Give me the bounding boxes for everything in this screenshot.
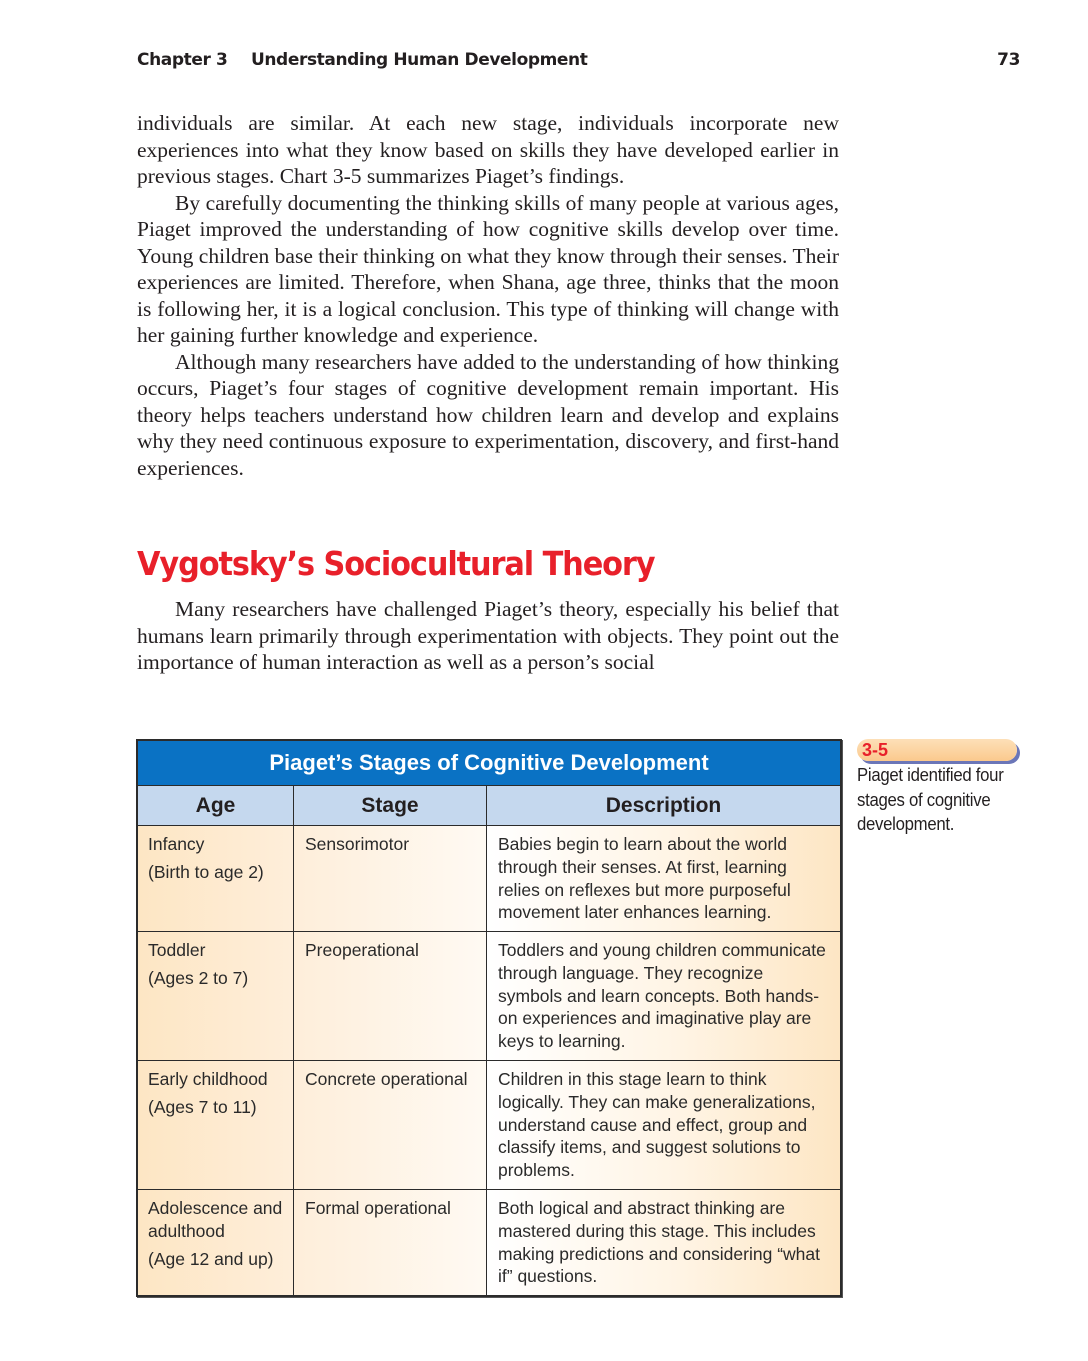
column-header-description: Description	[486, 786, 840, 826]
age-range: (Age 12 and up)	[148, 1248, 274, 1269]
paragraph: individuals are similar. At each new stage, individuals incorporate new experiences into what they know based on skills they have developed earlier in previous stages. Chart 3-5 summarizes Piaget’s findings.	[137, 111, 839, 188]
age-range: (Ages 2 to 7)	[148, 967, 249, 988]
paragraph: Although many researchers have added to the understanding of how thinking occurs, Piaget’s four stages of cognitive development remain important. His theory helps teachers understand how children learn and develop and explains why they need continuous exposure to experimentation, discovery, and first-hand experiences.	[137, 349, 839, 480]
running-head	[137, 50, 1020, 70]
stage-cell: Concrete operational	[293, 1061, 486, 1190]
section-heading: Vygotsky’s Sociocultural Theory	[137, 544, 655, 583]
caption-text: Piaget identified four stages of cognitive development.	[857, 765, 1004, 834]
paragraph: Many researchers have challenged Piaget’s theory, especially his belief that humans learn primarily through experimentation with objects. They point out the importance of human interaction as well as a person’s social	[137, 597, 839, 674]
column-header-stage: Stage	[293, 786, 486, 826]
table-title: Piaget’s Stages of Cognitive Development	[138, 741, 840, 786]
age-range: (Birth to age 2)	[148, 861, 264, 882]
stage-cell: Sensorimotor	[293, 826, 486, 932]
age-cell	[138, 932, 293, 1061]
stage-cell: Formal operational	[293, 1190, 486, 1295]
chapter-title	[137, 50, 588, 70]
section-body	[137, 596, 839, 676]
body-text	[137, 110, 839, 481]
age-range: (Ages 7 to 11)	[148, 1096, 257, 1117]
description-cell: Toddlers and young children communicate through language. They recognize symbols and learn concepts. Both hands-on experiences and imaginative play are keys to learning.	[486, 932, 840, 1061]
figure-caption	[857, 739, 1032, 837]
table-grid	[138, 786, 840, 1295]
column-header-age: Age	[138, 786, 293, 826]
age-label: Toddler	[148, 940, 206, 960]
age-cell	[138, 1190, 293, 1295]
age-label: Infancy	[148, 834, 205, 854]
age-label: Early childhood	[148, 1069, 268, 1089]
description-cell: Children in this stage learn to think logically. They can make generalizations, understand cause and effect, group and classify items, and suggest solutions to problems.	[486, 1061, 840, 1190]
caption-number-badge	[857, 739, 1017, 761]
chapter-label: Chapter 3	[137, 50, 228, 70]
caption-number: 3-5	[862, 740, 889, 760]
chapter-name: Understanding Human Development	[250, 50, 588, 70]
piaget-stages-table	[136, 739, 842, 1297]
description-cell: Both logical and abstract thinking are mastered during this stage. This includes making predictions and considering “what if” questions.	[486, 1190, 840, 1295]
age-label: Adolescence and adulthood	[148, 1198, 283, 1241]
paragraph: By carefully documenting the thinking skills of many people at various ages, Piaget improved the understanding of how cognitive skills develop over time. Young children base their thinking on what they know through their senses. Their experiences are limited. Therefore, when Shana, age three, thinks that the moon is following her, it is a logical conclusion. This type of thinking will change with her gaining further knowledge and experience.	[137, 190, 839, 347]
age-cell	[138, 1061, 293, 1190]
description-cell: Babies begin to learn about the world through their senses. At first, learning relies on reflexes but more purposeful movement later enhances learning.	[486, 826, 840, 932]
stage-cell: Preoperational	[293, 932, 486, 1061]
age-cell	[138, 826, 293, 932]
page-number: 73	[997, 50, 1020, 70]
